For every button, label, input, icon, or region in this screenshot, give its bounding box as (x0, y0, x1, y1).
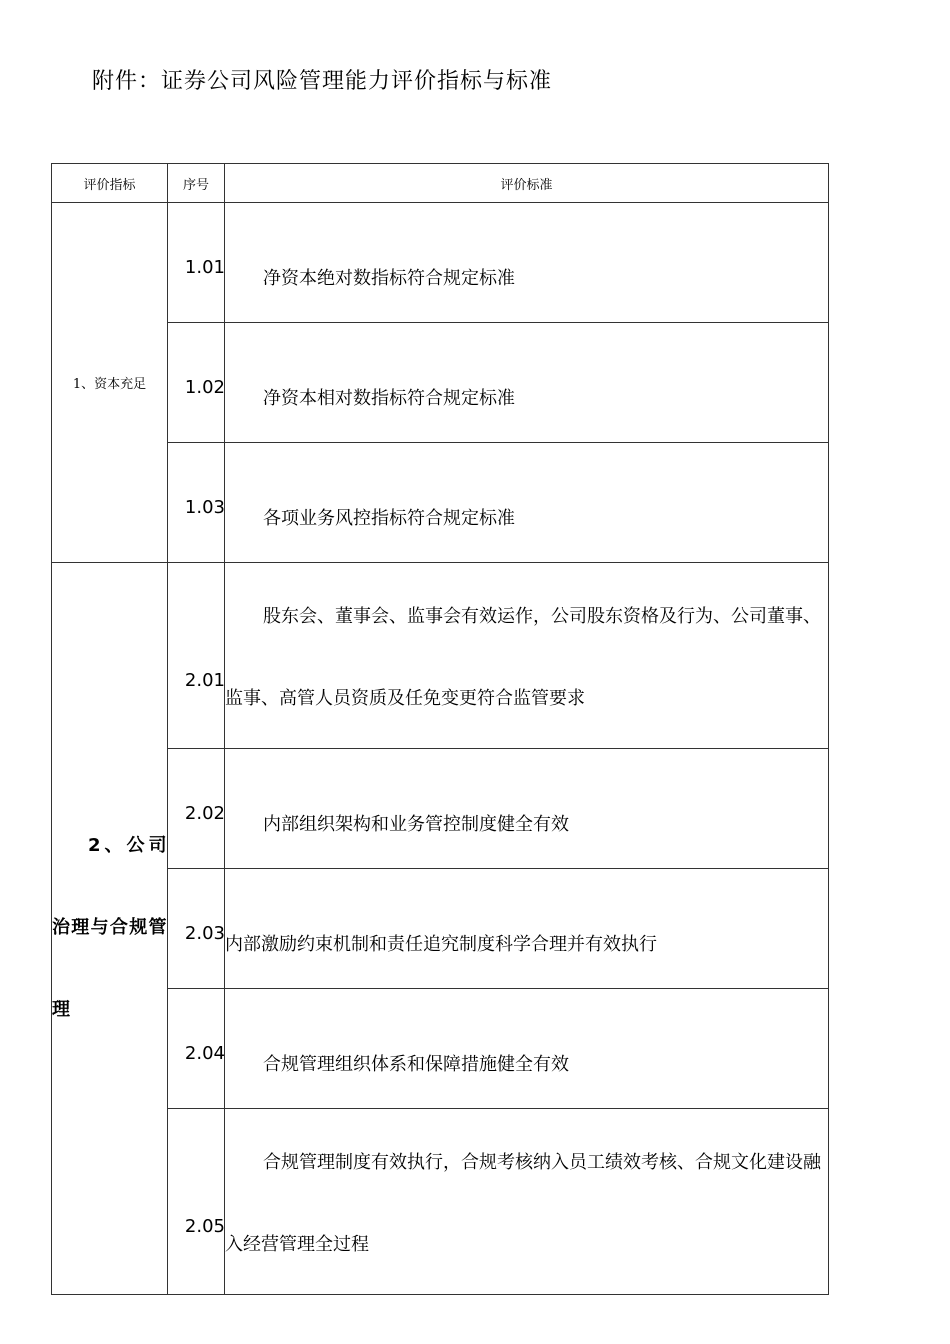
table-header-row (52, 164, 829, 203)
table-row (52, 749, 829, 869)
row-standard: 内部组织架构和业务管控制度健全有效 (225, 749, 829, 869)
header-indicator: 评价指标 (52, 164, 168, 203)
document-title: 附件：证券公司风险管理能力评价指标与标准 (92, 69, 553, 94)
row-seq: 2.05 (168, 1109, 225, 1295)
table-row (52, 1109, 829, 1295)
row-seq: 1.03 (168, 443, 225, 563)
row-seq: 2.04 (168, 989, 225, 1109)
table-row (52, 869, 829, 989)
row-seq: 2.03 (168, 869, 225, 989)
row-standard: 股东会、董事会、监事会有效运作，公司股东资格及行为、公司董事、监事、高管人员资质及任免变更符合监管要求 (225, 563, 829, 749)
row-seq: 1.01 (168, 203, 225, 323)
criteria-table (51, 163, 829, 1295)
row-seq: 1.02 (168, 323, 225, 443)
row-seq: 2.01 (168, 563, 225, 749)
row-seq: 2.02 (168, 749, 225, 869)
header-seq: 序号 (168, 164, 225, 203)
row-standard: 净资本绝对数指标符合规定标准 (225, 203, 829, 323)
category-capital-adequacy: 1、资本充足 (52, 203, 168, 563)
table-row (52, 989, 829, 1109)
row-standard: 内部激励约束机制和责任追究制度科学合理并有效执行 (225, 869, 829, 989)
category-governance-compliance: 2、公司治理与合规管理 (52, 563, 168, 1295)
table-row (52, 443, 829, 563)
table-row (52, 203, 829, 323)
table-row (52, 323, 829, 443)
row-standard: 净资本相对数指标符合规定标准 (225, 323, 829, 443)
row-standard: 合规管理组织体系和保障措施健全有效 (225, 989, 829, 1109)
row-standard: 各项业务风控指标符合规定标准 (225, 443, 829, 563)
table-row (52, 563, 829, 749)
row-standard: 合规管理制度有效执行，合规考核纳入员工绩效考核、合规文化建设融入经营管理全过程 (225, 1109, 829, 1295)
header-standard: 评价标准 (225, 164, 829, 203)
